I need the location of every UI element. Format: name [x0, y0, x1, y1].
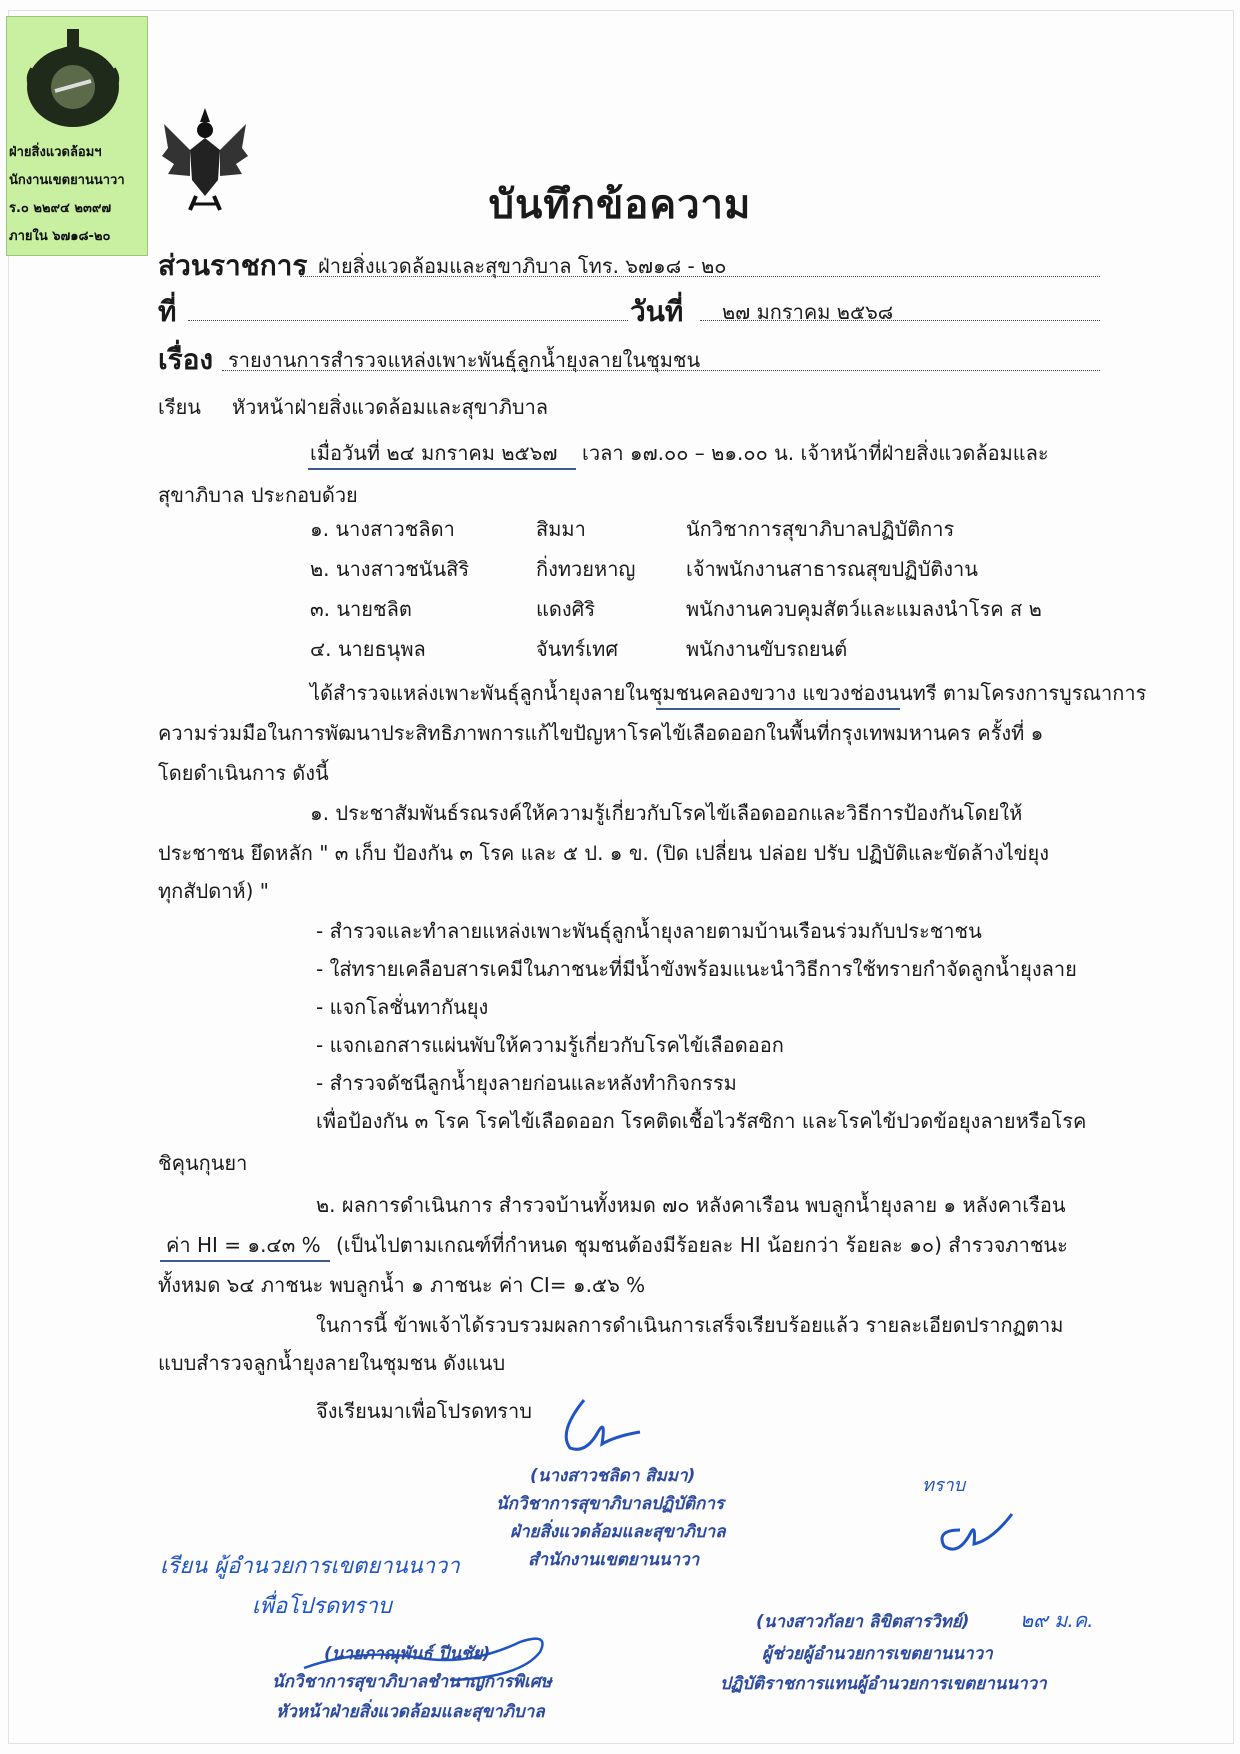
- signer1-office: สำนักงานเขตยานนาวา: [528, 1550, 700, 1570]
- item2-line3: ทั้งหมด ๖๔ ภาชนะ พบลูกน้ำ ๑ ภาชนะ ค่า CI= ๑.๕๖ %: [158, 1273, 646, 1297]
- signer2-name: (นายภาณุพันธ์ ปีนชัย): [324, 1644, 491, 1664]
- staff-no-4: ๔. นายธนุพล: [310, 637, 426, 661]
- stamp-line-1: ฝ่ายสิ่งแวดล้อมฯ: [9, 145, 102, 160]
- handwritten-note-line2: เพื่อโปรดทราบ: [252, 1594, 392, 1619]
- signature-1-icon: [556, 1392, 656, 1460]
- signer2-dept: หัวหน้าฝ่ายสิ่งแวดล้อมและสุขาภิบาล: [276, 1702, 545, 1722]
- p2-pen-underline: [656, 708, 900, 710]
- staff-position-4: พนักงานขับรถยนต์: [686, 637, 848, 661]
- signer1-position: นักวิชาการสุขาภิบาลปฏิบัติการ: [496, 1494, 725, 1514]
- item1-line1: ๑. ประชาสัมพันธ์รณรงค์ให้ความรู้เกี่ยวกับโรคไข้เลือดออกและวิธีการป้องกันโดยให้: [310, 801, 1023, 825]
- signer1-name: (นางสาวชลิดา สิมมา): [530, 1466, 696, 1486]
- signature-3-icon: [930, 1500, 1020, 1560]
- item1-line3: ทุกสัปดาห์) ": [158, 879, 269, 903]
- bullet-3: - แจกโลชั่นทากันยุง: [316, 995, 489, 1019]
- p1-line2: สุขาภิบาล ประกอบด้วย: [158, 483, 358, 507]
- stamp-line-3: ร.๐ ๒๒๙๔ ๒๓๙๗: [9, 201, 112, 216]
- closing-line3: จึงเรียนมาเพื่อโปรดทราบ: [316, 1399, 532, 1423]
- staff-surname-4: จันทร์เทศ: [536, 637, 619, 661]
- staff-no-3: ๓. นายชลิต: [310, 597, 412, 621]
- p2-line1: ได้สำรวจแหล่งเพาะพันธุ์ลูกน้ำยุงลายในชุมชนคลองขวาง แขวงช่องนนทรี ตามโครงการบูรณาการ: [310, 681, 1147, 705]
- staff-position-1: นักวิชาการสุขาภิบาลปฏิบัติการ: [686, 517, 955, 541]
- bangkok-seal-icon: [19, 25, 127, 135]
- subject-dotted-line: [222, 370, 1100, 371]
- staff-position-3: พนักงานควบคุมสัตว์และแมลงนำโรค ส ๒: [686, 597, 1042, 621]
- bullet-5: - สำรวจดัชนีลูกน้ำยุงลายก่อนและหลังทำกิจกรรม: [316, 1071, 737, 1095]
- item2-line2-rest: (เป็นไปตามเกณฑ์ที่กำหนด ชุมชนต้องมีร้อยละ HI น้อยกว่า ร้อยละ ๑๐) สำรวจภาชนะ: [336, 1233, 1068, 1257]
- agency-dotted-line: [300, 276, 1100, 277]
- p1-date-underlined: เมื่อวันที่ ๒๔ มกราคม ๒๕๖๗: [310, 441, 558, 465]
- staff-position-2: เจ้าพนักงานสาธารณสุขปฏิบัติงาน: [686, 557, 978, 581]
- item2-pen-underline: [160, 1260, 330, 1262]
- p1-line1-rest: เวลา ๑๗.๐๐ – ๒๑.๐๐ น. เจ้าหน้าที่ฝ่ายสิ่งแวดล้อมและ: [582, 441, 1049, 465]
- staff-surname-3: แดงศิริ: [536, 597, 596, 621]
- p2-line2: ความร่วมมือในการพัฒนาประสิทธิภาพการแก้ไขปัญหาโรคไข้เลือดออกในพื้นที่กรุงเทพมหานคร ครั้งที่ ๑: [158, 721, 1044, 745]
- signer3-name: (นางสาวกัลยา ลิขิตสารวิทย์): [756, 1612, 970, 1632]
- item2-hi-underlined: ค่า HI = ๑.๔๓ %: [166, 1233, 321, 1257]
- date-dotted-line: [700, 320, 1100, 321]
- agency-label: ส่วนราชการ: [158, 249, 308, 282]
- signer3-date-note: ๒๙ ม.ค.: [1020, 1608, 1094, 1632]
- ref-dotted-line: [188, 320, 628, 321]
- salutation-value: หัวหน้าฝ่ายสิ่งแวดล้อมและสุขาภิบาล: [232, 395, 549, 419]
- p2-line3: โดยดำเนินการ ดังนี้: [158, 761, 329, 785]
- stamp-line-2: นักงานเขตยานนาวา: [9, 173, 125, 188]
- agency-value: ฝ่ายสิ่งแวดล้อมและสุขาภิบาล โทร. ๖๗๑๘ - ๒๐: [318, 254, 727, 278]
- closing-line2: แบบสำรวจลูกน้ำยุงลายในชุมชน ดังแนบ: [158, 1351, 506, 1375]
- date-value: ๒๗ มกราคม ๒๕๖๘: [722, 300, 894, 324]
- bullet-2: - ใส่ทรายเคลือบสารเคมีในภาชนะที่มีน้ำขังพร้อมแนะนำวิธีการใช้ทรายกำจัดลูกน้ำยุงลาย: [316, 957, 1077, 981]
- item1-line2: ประชาชน ยึดหลัก " ๓ เก็บ ป้องกัน ๓ โรค และ ๕ ป. ๑ ข. (ปิด เปลี่ยน ปล่อย ปรับ ปฏิบัติและขัดล้างไข่ยุง: [158, 841, 1049, 865]
- handwritten-note-line1: เรียน ผู้อำนวยการเขตยานนาวา: [160, 1554, 460, 1579]
- p1-pen-underline: [308, 468, 576, 470]
- staff-surname-1: สิมมา: [536, 517, 586, 541]
- signer3-acting: ปฏิบัติราชการแทนผู้อำนวยการเขตยานนาวา: [720, 1674, 1047, 1694]
- ref-label: ที่: [158, 295, 177, 328]
- subject-value: รายงานการสำรวจแหล่งเพาะพันธุ์ลูกน้ำยุงลายในชุมชน: [228, 348, 701, 372]
- date-label: วันที่: [630, 295, 684, 328]
- signer3-ack-note: ทราบ: [922, 1475, 966, 1496]
- prevent-line1: เพื่อป้องกัน ๓ โรค โรคไข้เลือดออก โรคติดเชื้อไวรัสซิกา และโรคไข้ปวดข้อยุงลายหรือโรค: [316, 1109, 1087, 1133]
- staff-no-1: ๑. นางสาวชลิดา: [310, 517, 455, 541]
- signer1-dept: ฝ่ายสิ่งแวดล้อมและสุขาภิบาล: [510, 1522, 726, 1542]
- bullet-4: - แจกเอกสารแผ่นพับให้ความรู้เกี่ยวกับโรคไข้เลือดออก: [316, 1033, 784, 1057]
- closing-line1: ในการนี้ ข้าพเจ้าได้รวบรวมผลการดำเนินการเสร็จเรียบร้อยแล้ว รายละเอียดปรากฏตาม: [316, 1313, 1064, 1337]
- bullet-1: - สำรวจและทำลายแหล่งเพาะพันธุ์ลูกน้ำยุงลายตามบ้านเรือนร่วมกับประชาชน: [316, 919, 982, 943]
- salutation-label: เรียน: [158, 395, 201, 419]
- stamp-line-4: ภายใน ๖๗๑๘-๒๐: [9, 229, 111, 244]
- signer2-position: นักวิชาการสุขาภิบาลชำนาญการพิเศษ: [272, 1672, 552, 1692]
- staff-no-2: ๒. นางสาวชนันสิริ: [310, 557, 470, 581]
- item2-line1: ๒. ผลการดำเนินการ สำรวจบ้านทั้งหมด ๗๐ หลังคาเรือน พบลูกน้ำยุงลาย ๑ หลังคาเรือน: [316, 1193, 1066, 1217]
- memo-title: บันทึกข้อความ: [488, 182, 752, 228]
- subject-label: เรื่อง: [158, 343, 214, 376]
- staff-surname-2: กิ่งทวยหาญ: [536, 557, 636, 581]
- prevent-line2: ชิคุนกุนยา: [158, 1151, 248, 1175]
- signer3-position: ผู้ช่วยผู้อำนวยการเขตยานนาวา: [762, 1644, 993, 1664]
